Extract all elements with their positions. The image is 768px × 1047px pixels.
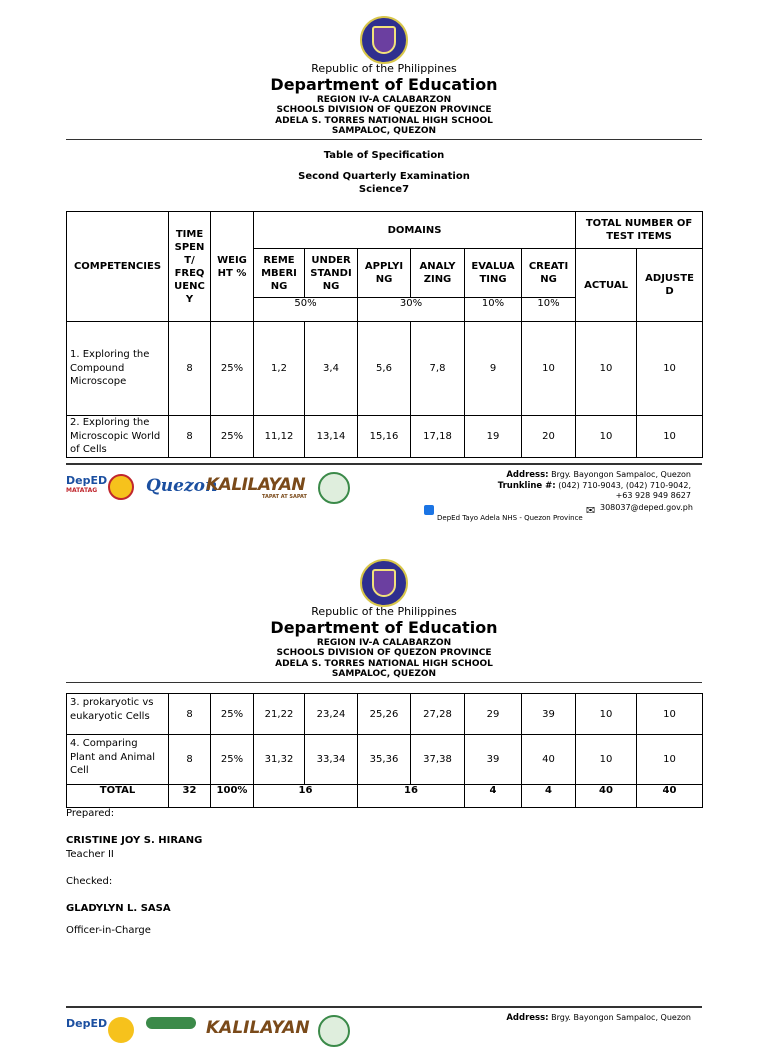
applying-cell: 15,16 xyxy=(358,416,411,458)
evaluating-cell: 39 xyxy=(465,735,522,785)
footer-divider xyxy=(66,463,702,465)
total-weight: 100% xyxy=(211,785,254,808)
total-lots: 16 xyxy=(254,785,358,808)
remembering-cell: 31,32 xyxy=(254,735,305,785)
total-actual: 40 xyxy=(576,785,637,808)
creating-cell: 39 xyxy=(522,694,576,735)
total-adjusted: 40 xyxy=(637,785,703,808)
table-row xyxy=(67,322,703,416)
time-cell: 8 xyxy=(169,694,211,735)
analyzing-cell: 37,38 xyxy=(411,735,465,785)
header-adjusted: ADJUSTE D xyxy=(637,249,703,322)
spec-table-page2 xyxy=(66,693,703,808)
time-cell: 8 xyxy=(169,735,211,785)
header-competencies: COMPETENCIES xyxy=(67,212,169,322)
remembering-cell: 11,12 xyxy=(254,416,305,458)
weight-cell: 25% xyxy=(211,735,254,785)
school-text: ADELA S. TORRES NATIONAL HIGH SCHOOL xyxy=(275,116,493,126)
actual-cell: 10 xyxy=(576,735,637,785)
checked-label: Checked: xyxy=(66,876,113,887)
prepared-label: Prepared: xyxy=(66,808,115,819)
mail-icon: ✉ xyxy=(586,504,596,517)
competency-cell: 2. Exploring the Microscopic World of Cells xyxy=(67,416,169,458)
department-title: Department of Education xyxy=(270,75,498,94)
deped-seal-logo-2 xyxy=(360,559,408,607)
pct-hots-create: 10% xyxy=(522,298,576,322)
doc-title: Table of Specification xyxy=(323,150,445,161)
table-row xyxy=(67,694,703,735)
adjusted-cell: 10 xyxy=(637,694,703,735)
understanding-cell: 13,14 xyxy=(305,416,358,458)
remembering-cell: 21,22 xyxy=(254,694,305,735)
school-text-2: ADELA S. TORRES NATIONAL HIGH SCHOOL xyxy=(275,659,493,669)
header-analyzing: ANALY ZING xyxy=(411,249,465,298)
footer-logos xyxy=(66,472,356,508)
analyzing-cell: 7,8 xyxy=(411,322,465,416)
actual-cell: 10 xyxy=(576,416,637,458)
total-mots: 16 xyxy=(358,785,465,808)
subject-title: Science7 xyxy=(358,184,410,195)
creating-cell: 20 xyxy=(522,416,576,458)
header-domains: DOMAINS xyxy=(254,212,576,249)
location-text-2: SAMPALOC, QUEZON xyxy=(331,669,437,679)
facebook-page-text: DepEd Tayo Adela NHS - Quezon Province xyxy=(437,514,583,522)
pct-hots-eval: 10% xyxy=(465,298,522,322)
header-actual: ACTUAL xyxy=(576,249,637,322)
applying-cell: 5,6 xyxy=(358,322,411,416)
header-divider-2 xyxy=(66,682,702,683)
total-label: TOTAL xyxy=(67,785,169,808)
pct-mots: 30% xyxy=(358,298,465,322)
region-text-2: REGION IV-A CALABARZON xyxy=(316,638,452,648)
header-applying: APPLYI NG xyxy=(358,249,411,298)
time-cell: 8 xyxy=(169,322,211,416)
creating-cell: 40 xyxy=(522,735,576,785)
competency-cell: 4. Comparing Plant and Animal Cell xyxy=(67,735,169,785)
evaluating-cell: 19 xyxy=(465,416,522,458)
adjusted-cell: 10 xyxy=(637,416,703,458)
header-total-items: TOTAL NUMBER OF TEST ITEMS xyxy=(576,212,703,249)
evaluating-cell: 29 xyxy=(465,694,522,735)
applying-cell: 35,36 xyxy=(358,735,411,785)
facebook-icon xyxy=(424,505,434,515)
checked-title: Officer-in-Charge xyxy=(66,925,151,936)
header-creating: CREATI NG xyxy=(522,249,576,298)
weight-cell: 25% xyxy=(211,322,254,416)
applying-cell: 25,26 xyxy=(358,694,411,735)
adjusted-cell: 10 xyxy=(637,322,703,416)
location-text: SAMPALOC, QUEZON xyxy=(331,126,437,136)
time-cell: 8 xyxy=(169,416,211,458)
header-remembering: REME MBERI NG xyxy=(254,249,305,298)
actual-cell: 10 xyxy=(576,322,637,416)
prepared-name: CRISTINE JOY S. HIRANG xyxy=(66,835,203,846)
table-row xyxy=(67,416,703,458)
kalilayan-logo: KALILAYAN xyxy=(206,475,306,495)
total-time: 32 xyxy=(169,785,211,808)
total-creating: 4 xyxy=(522,785,576,808)
deped-seal-logo xyxy=(360,16,408,64)
footer-logos-2: DepED KALILAYAN xyxy=(66,1015,356,1024)
total-evaluating: 4 xyxy=(465,785,522,808)
total-row xyxy=(67,785,703,808)
creating-cell: 10 xyxy=(522,322,576,416)
deped-quezon-logo: Quezon xyxy=(146,476,218,496)
weight-cell: 25% xyxy=(211,694,254,735)
competency-cell: 3. prokaryotic vs eukaryotic Cells xyxy=(67,694,169,735)
region-text: REGION IV-A CALABARZON xyxy=(316,95,452,105)
actual-cell: 10 xyxy=(576,694,637,735)
adjusted-cell: 10 xyxy=(637,735,703,785)
pct-lots: 50% xyxy=(254,298,358,322)
kalilayan-tagline: TAPAT AT SAPAT xyxy=(262,494,307,500)
header-divider xyxy=(66,139,702,140)
header-evaluating: EVALUA TING xyxy=(465,249,522,298)
footer-address-2: Address: Brgy. Bayongon Sampaloc, Quezon xyxy=(506,1013,691,1023)
header-understanding: UNDER STANDI NG xyxy=(305,249,358,298)
email-text: 308037@deped.gov.ph xyxy=(600,503,693,512)
remembering-cell: 1,2 xyxy=(254,322,305,416)
header-time-spent: TIME SPEN T/ FREQ UENC Y xyxy=(169,212,211,322)
republic-text: Republic of the Philippines xyxy=(311,62,457,75)
understanding-cell: 23,24 xyxy=(305,694,358,735)
analyzing-cell: 27,28 xyxy=(411,694,465,735)
weight-cell: 25% xyxy=(211,416,254,458)
bagong-pilipinas-logo xyxy=(108,474,134,500)
prepared-title: Teacher II xyxy=(66,849,114,860)
spec-table-page1 xyxy=(66,211,703,458)
division-text: SCHOOLS DIVISION OF QUEZON PROVINCE xyxy=(276,105,492,115)
header-weight: WEIG HT % xyxy=(211,212,254,322)
exam-title: Second Quarterly Examination xyxy=(298,171,470,182)
checked-name: GLADYLYN L. SASA xyxy=(66,903,171,914)
understanding-cell: 3,4 xyxy=(305,322,358,416)
department-title-2: Department of Education xyxy=(270,618,498,637)
evaluating-cell: 9 xyxy=(465,322,522,416)
division-text-2: SCHOOLS DIVISION OF QUEZON PROVINCE xyxy=(276,648,492,658)
understanding-cell: 33,34 xyxy=(305,735,358,785)
competency-cell: 1. Exploring the Compound Microscope xyxy=(67,322,169,416)
republic-text-2: Republic of the Philippines xyxy=(311,605,457,618)
school-seal-logo xyxy=(318,472,350,504)
footer-contact: Address: Brgy. Bayongon Sampaloc, Quezon Trunkline #: (042) 710-9043, (042) 710-9042, +63 928 949 8627 xyxy=(497,470,691,500)
analyzing-cell: 17,18 xyxy=(411,416,465,458)
table-row xyxy=(67,735,703,785)
deped-matatag-logo: DepED MATATAG xyxy=(66,474,108,494)
footer-divider-2 xyxy=(66,1006,702,1008)
